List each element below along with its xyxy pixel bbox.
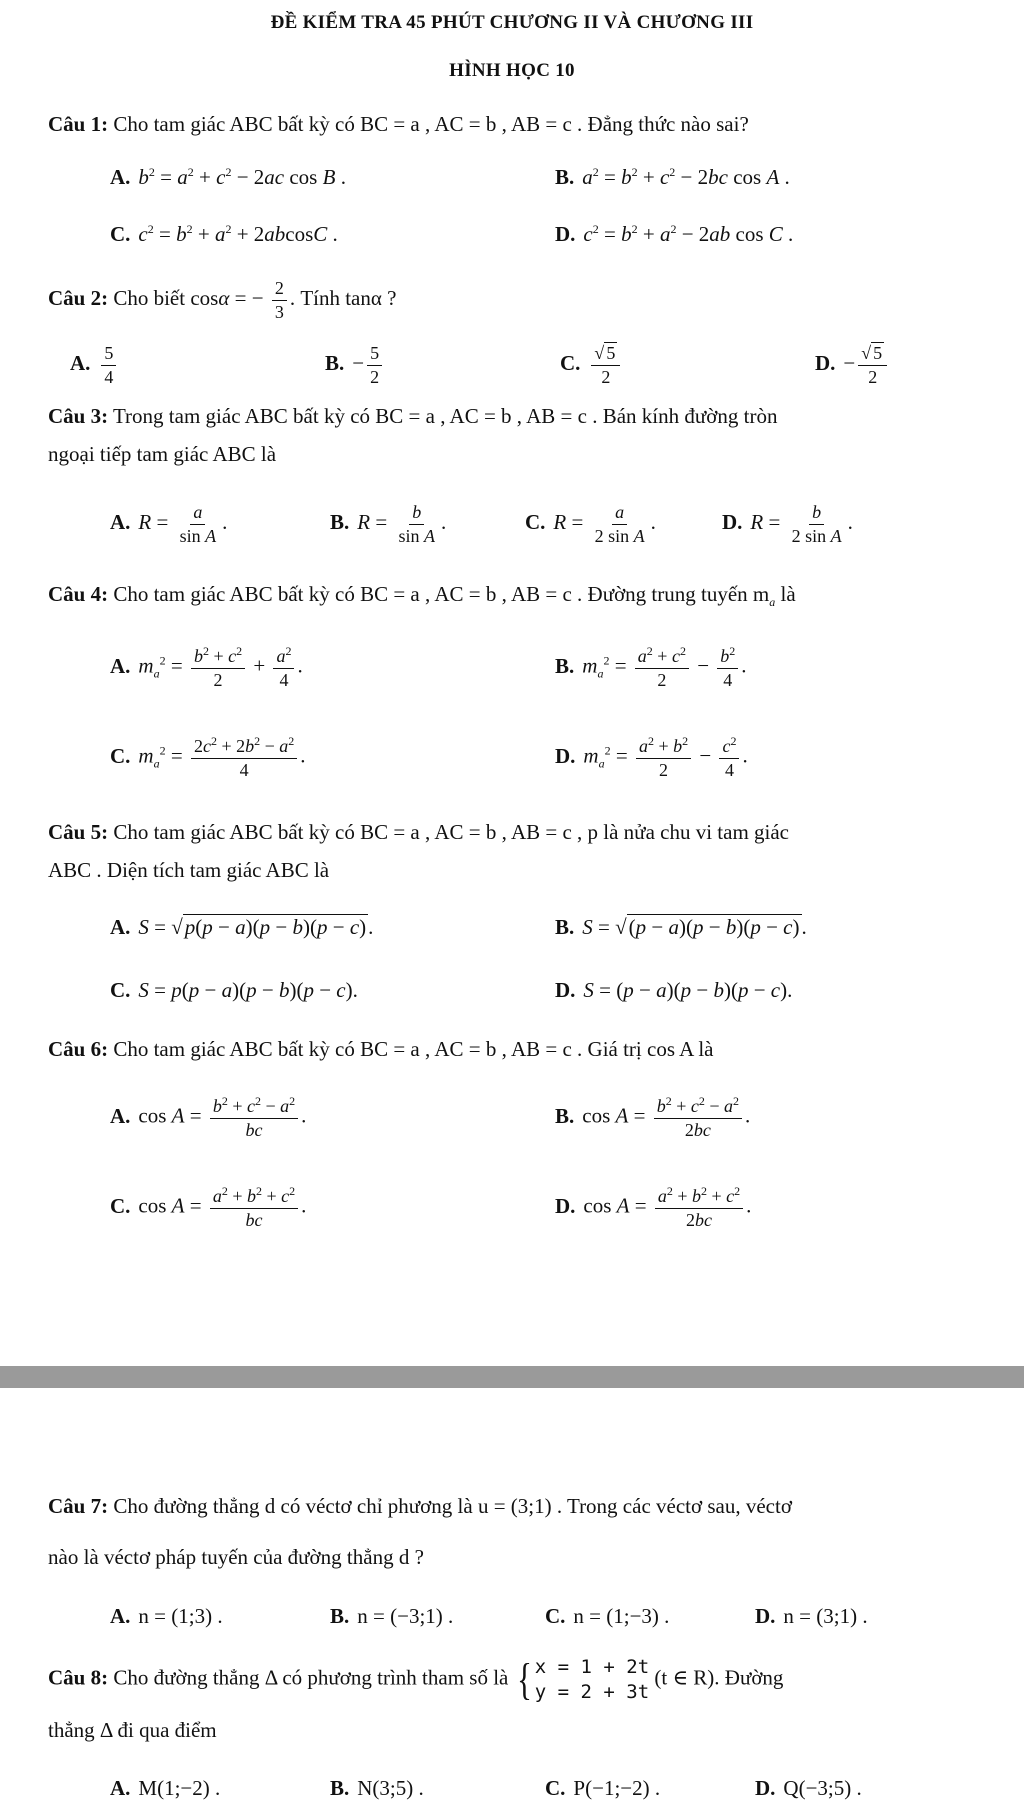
q4-option-c[interactable]: C. $m_a^2$ = $\frac{2c^2 + 2b^2 - a^2}{4}$ . — [110, 734, 306, 780]
q1-option-c[interactable]: C. $c^2 = b^2 + a^2 + 2abcosC$ . — [110, 222, 338, 246]
q7-option-b[interactable]: B. n = (−3;1) . — [330, 1604, 454, 1628]
parametric-system: x = 1 + 2t y = 2 + 3t — [534, 1656, 650, 1703]
question-7: Câu 7: Cho đường thẳng d có véctơ chỉ phương là u = (3;1) . Trong các véctơ sau, véctơ — [48, 1494, 792, 1518]
q2-option-c[interactable]: C. $\frac{√ 5}{2}$ — [560, 343, 623, 387]
question-1 — [48, 112, 749, 137]
q3-option-b[interactable]: B. R = $\frac{b}{\text{sin A}}$ . — [330, 502, 447, 546]
question-3: Câu 3: Trong tam giác ABC bất kỳ có BC = a , AC = b , AB = c . Bán kính đường tròn — [48, 404, 778, 428]
question-3-line2: ngoại tiếp tam giác ABC là — [48, 442, 277, 466]
q8-option-a[interactable]: A. M(1;−2) . — [110, 1776, 221, 1800]
question-6: Câu 6: Cho tam giác ABC bất kỳ có BC = a , AC = b , AB = c . Giá trị cos A là — [48, 1037, 714, 1061]
question-2: Câu 2: Cho biết cosα = − $\frac{2}{3}$ . Tính tanα ? — [48, 278, 397, 322]
question-label: Câu 1: — [48, 112, 109, 136]
question-5-line2: ABC . Diện tích tam giác ABC là — [48, 858, 330, 882]
q5-option-a[interactable]: A. S = √p(p − a)(p − b)(p − c). — [110, 915, 374, 939]
q5-option-d[interactable]: D. S = (p − a)(p − b)(p − c). — [555, 978, 793, 1002]
q2-option-a[interactable]: A. $\frac{5}{4}$ — [70, 343, 119, 387]
q3-option-a[interactable]: A. R = $\frac{a}{\text{sin A}}$ . — [110, 502, 228, 546]
q6-option-d[interactable]: D. cos A = $\frac{a^2 + b^2 + c^2}{2bc}$ . — [555, 1184, 752, 1230]
q5-option-b[interactable]: B. S = √(p − a)(p − b)(p − c). — [555, 915, 807, 939]
page-separator — [0, 1366, 1024, 1388]
q6-option-b[interactable]: B. cos A = $\frac{b^2 + c^2 - a^2}{2bc}$ . — [555, 1094, 751, 1140]
q1-option-a[interactable]: A. $b^2 = a^2 + c^2 - 2ac$ cos B . — [110, 165, 346, 189]
question-stem: Cho tam giác ABC bất kỳ có BC = a , AC = b , AB = c . Đẳng thức nào sai? — [113, 112, 749, 136]
q8-option-d[interactable]: D. Q(−3;5) . — [755, 1776, 862, 1800]
question-4: Câu 4: Cho tam giác ABC bất kỳ có BC = a , AC = b , AB = c . Đường trung tuyến $m_a$ là — [48, 582, 796, 610]
q1-option-b[interactable]: B. $a^2 = b^2 + c^2 - 2bc$ cos A . — [555, 165, 790, 189]
q1-option-d[interactable]: D. $c^2 = b^2 + a^2 - 2ab$ cos C . — [555, 222, 794, 246]
q3-option-c[interactable]: C. R = $\frac{a}{\text{2 sin A}}$ . — [525, 502, 656, 546]
q2-option-b[interactable]: B. − $\frac{5}{2}$ — [325, 343, 385, 387]
q6-option-a[interactable]: A. cos A = $\frac{b^2 + c^2 - a^2}{bc}$ . — [110, 1094, 307, 1140]
q4-option-a[interactable]: A. $m_a^2$ = $\frac{b^2 + c^2}{2}$ + $\frac{a^2}{4}$ . — [110, 644, 303, 690]
q5-option-c[interactable]: C. S = p(p − a)(p − b)(p − c). — [110, 978, 358, 1002]
q3-option-d[interactable]: D. R = $\frac{b}{\text{2 sin A}}$ . — [722, 502, 853, 546]
q8-option-c[interactable]: C. P(−1;−2) . — [545, 1776, 661, 1800]
page-subtitle: HÌNH HỌC 10 — [449, 60, 575, 81]
q7-option-c[interactable]: C. n = (1;−3) . — [545, 1604, 670, 1628]
q6-option-c[interactable]: C. cos A = $\frac{a^2 + b^2 + c^2}{bc}$ . — [110, 1184, 307, 1230]
q7-option-a[interactable]: A. n = (1;3) . — [110, 1604, 223, 1628]
q2-option-d[interactable]: D. − $\frac{√ 5}{2}$ — [815, 343, 890, 387]
question-8: Câu 8: Cho đường thẳng Δ có phương trình tham số là { x = 1 + 2t y = 2 + 3t (t ∈ R). Đường — [48, 1654, 784, 1704]
q7-option-d[interactable]: D. n = (3;1) . — [755, 1604, 868, 1628]
question-8-line2: thẳng Δ đi qua điểm — [48, 1718, 217, 1742]
page-title: ĐỀ KIỂM TRA 45 PHÚT CHƯƠNG II VÀ CHƯƠNG III — [270, 12, 754, 33]
q4-option-b[interactable]: B. $m_a^2$ = $\frac{a^2 + c^2}{2}$ − $\frac{b^2}{4}$ . — [555, 644, 747, 690]
q4-option-d[interactable]: D. $m_a^2$ = $\frac{a^2 + b^2}{2}$ − $\frac{c^2}{4}$ . — [555, 734, 748, 780]
system-brace: { — [516, 1654, 532, 1704]
question-5: Câu 5: Cho tam giác ABC bất kỳ có BC = a , AC = b , AB = c , p là nửa chu vi tam giác — [48, 820, 790, 844]
q8-option-b[interactable]: B. N(3;5) . — [330, 1776, 424, 1800]
question-7-line2: nào là véctơ pháp tuyến của đường thẳng d ? — [48, 1545, 424, 1569]
